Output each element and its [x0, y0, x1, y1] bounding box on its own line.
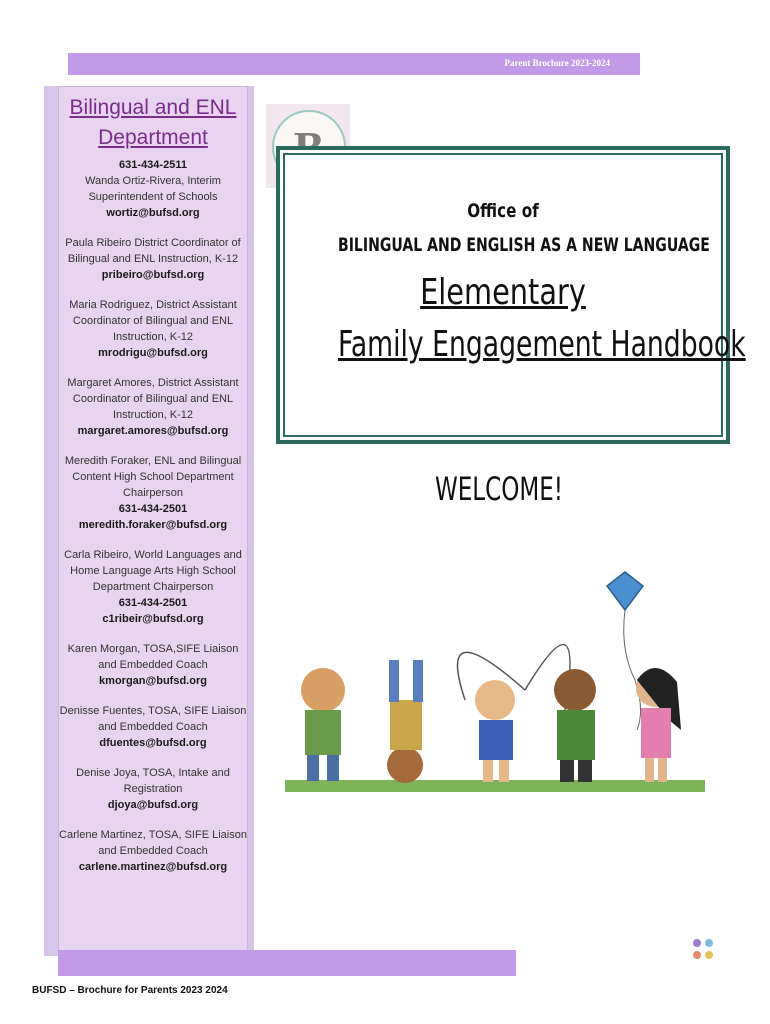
- welcome-heading: WELCOME!: [434, 470, 564, 508]
- title-box: [276, 146, 746, 444]
- contact-entry: [59, 547, 247, 627]
- contact-desc: Maria Rodriguez, District Assistant Coordinator of Bilingual and ENL Instruction, K-12: [69, 299, 237, 343]
- top-banner: [68, 53, 640, 75]
- contact-desc: Margaret Amores, District Assistant Coordinator of Bilingual and ENL Instruction, K-12: [67, 377, 239, 421]
- handbook-title-line2: Family Engagement Handbook: [337, 324, 746, 365]
- contact-entry: [59, 235, 247, 283]
- department-name-heading: BILINGUAL AND ENGLISH AS A NEW LANGUAGE: [337, 234, 710, 256]
- contact-phone: 631-434-2501: [118, 597, 188, 609]
- department-title: [59, 93, 247, 153]
- contact-entry: [59, 703, 247, 751]
- contact-email[interactable]: carlene.martinez@bufsd.org: [78, 861, 228, 873]
- contact-email[interactable]: c1ribeir@bufsd.org: [102, 613, 204, 625]
- contact-entry: [59, 157, 247, 221]
- contact-desc: Karen Morgan, TOSA,SIFE Liaison and Embedded Coach: [67, 643, 239, 671]
- contact-desc: Meredith Foraker, ENL and Bilingual Content High School Department Chairperson: [64, 455, 242, 499]
- contact-phone: 631-434-2511: [119, 159, 187, 171]
- footer-text: BUFSD – Brochure for Parents 2023 2024: [32, 985, 228, 996]
- contact-desc: Wanda Ortiz-Rivera, Interim Superintendent of Schools: [85, 175, 221, 203]
- office-of-heading: Office of: [467, 200, 539, 222]
- contact-phone: 631-434-2501: [118, 503, 188, 515]
- department-title-line2: Department: [98, 126, 208, 149]
- contact-sidebar: [58, 86, 248, 958]
- contact-entry: [59, 641, 247, 689]
- contact-entry: [59, 765, 247, 813]
- contact-email[interactable]: meredith.foraker@bufsd.org: [78, 519, 228, 531]
- contact-email[interactable]: kmorgan@bufsd.org: [99, 675, 207, 687]
- contact-entry: [59, 827, 247, 875]
- children-illustration: [285, 570, 705, 795]
- decorative-dots-icon: [692, 938, 714, 960]
- contact-desc: Denisse Fuentes, TOSA, SIFE Liaison and Embedded Coach: [59, 705, 247, 733]
- contact-desc: Denise Joya, TOSA, Intake and Registration: [76, 767, 230, 795]
- contact-desc: Paula Ribeiro District Coordinator of Bilingual and ENL Instruction, K-12: [65, 237, 241, 265]
- banner-text: Parent Brochure 2023-2024: [504, 58, 610, 68]
- contact-email[interactable]: wortiz@bufsd.org: [106, 207, 200, 219]
- contact-email[interactable]: djoya@bufsd.org: [107, 799, 199, 811]
- contact-desc: Carlene Martinez, TOSA, SIFE Liaison and Embedded Coach: [59, 829, 247, 857]
- contact-email[interactable]: mrodrigu@bufsd.org: [98, 347, 208, 359]
- department-title-line1: Bilingual and ENL: [69, 96, 237, 119]
- contact-email[interactable]: margaret.amores@bufsd.org: [77, 425, 229, 437]
- contact-desc: Carla Ribeiro, World Languages and Home Language Arts High School Department Chairperson: [64, 549, 242, 593]
- contact-email[interactable]: dfuentes@bufsd.org: [99, 737, 207, 749]
- contact-entry: [59, 375, 247, 439]
- contact-entry: [59, 453, 247, 533]
- bottom-banner: [58, 950, 516, 976]
- contact-email[interactable]: pribeiro@bufsd.org: [101, 269, 205, 281]
- contact-entry: [59, 297, 247, 361]
- handbook-title-line1: Elementary: [420, 272, 586, 313]
